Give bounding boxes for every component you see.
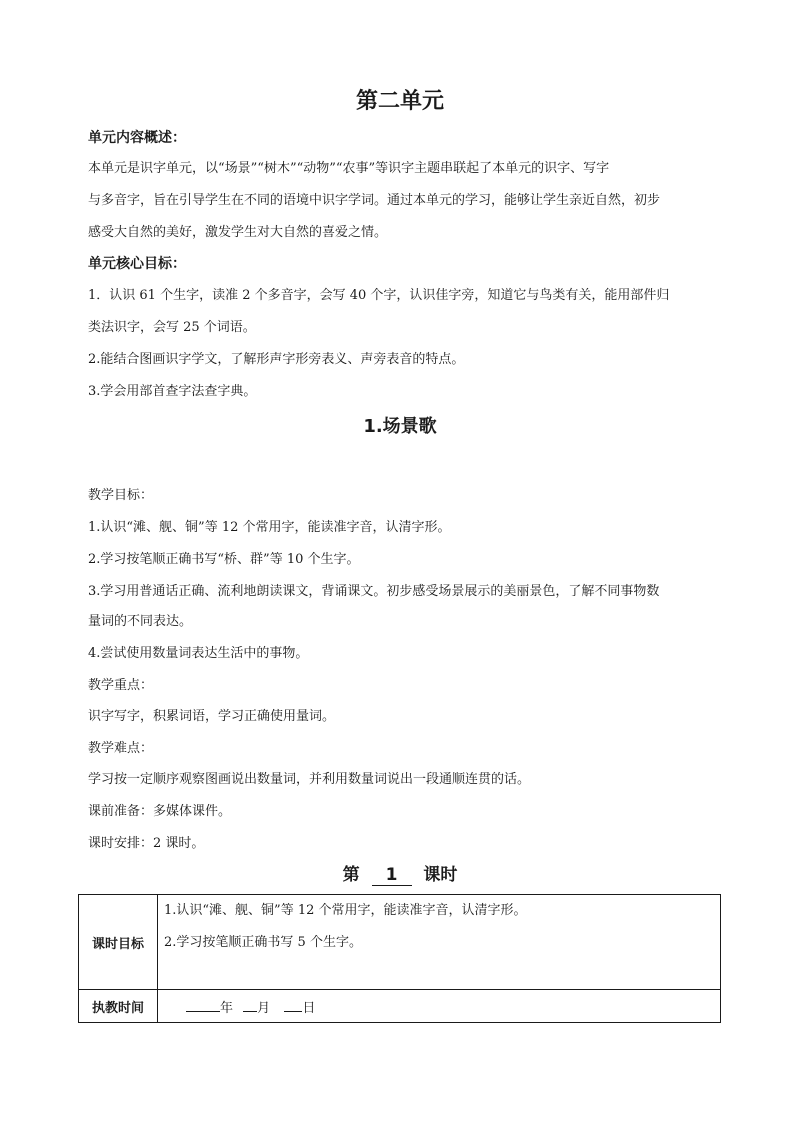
key-points-text: 识字写字，积累词语，学习正确使用量词。 <box>88 709 336 724</box>
core-goal-line-4: 3.学会用部首查字法查字典。 <box>88 384 257 399</box>
date-year: 年 <box>220 1000 234 1016</box>
date-month: 月 <box>257 1000 271 1016</box>
core-goal-line-3: 2.能结合图画识字学文，了解形声字形旁表义、声旁表音的特点。 <box>88 352 465 367</box>
lesson-table <box>78 894 721 1023</box>
teaching-goal-line-4: 量词的不同表达。 <box>88 614 193 629</box>
goals-label: 课时目标 <box>79 895 158 990</box>
core-goals-heading: 单元核心目标： <box>88 256 186 272</box>
goals-cell <box>158 895 721 990</box>
schedule-text: 课时安排：2 课时。 <box>88 836 205 851</box>
period-number: 1 <box>372 865 412 886</box>
period-goal-1: 1.认识“滩、舰、铜”等 12 个常用字，能读准字音，认清字形。 <box>164 903 527 918</box>
teaching-goals-heading: 教学目标： <box>88 488 154 503</box>
teaching-goal-line-3: 3.学习用普通话正确、流利地朗读课文，背诵课文。初步感受场景展示的美丽景色，了解不同事物数 <box>88 584 660 599</box>
year-blank[interactable] <box>186 997 220 1012</box>
table-row-goals <box>79 895 721 990</box>
overview-heading: 单元内容概述： <box>88 130 186 146</box>
difficulties-heading: 教学难点： <box>88 741 154 756</box>
time-label: 执教时间 <box>79 990 158 1023</box>
unit-title: 第二单元 <box>355 89 444 114</box>
teaching-goal-line-2: 2.学习按笔顺正确书写“桥、群”等 10 个生字。 <box>88 552 360 567</box>
period-prefix: 第 <box>342 865 360 885</box>
period-goal-2: 2.学习按笔顺正确书写 5 个生字。 <box>164 935 362 950</box>
overview-line-3: 感受大自然的美好，激发学生对大自然的喜爱之情。 <box>88 225 388 240</box>
overview-line-2: 与多音字，旨在引导学生在不同的语境中识字学词。通过本单元的学习，能够让学生亲近自然，初步 <box>88 193 661 208</box>
core-goal-line-1: 1．认识 61 个生字，读准 2 个多音字，会写 40 个字，认识佳字旁，知道它与鸟类有关，能用部件归 <box>88 288 670 303</box>
date-cell <box>158 990 721 1023</box>
period-heading <box>0 860 800 886</box>
month-blank[interactable] <box>243 997 257 1012</box>
difficulties-text: 学习按一定顺序观察图画说出数量词，并利用数量词说出一段通顺连贯的话。 <box>88 772 531 787</box>
overview-line-1: 本单元是识字单元，以“场景”“树木”“动物”“农事”等识字主题串联起了本单元的识字、写字 <box>88 161 610 176</box>
day-blank[interactable] <box>284 997 302 1012</box>
key-points-heading: 教学重点： <box>88 678 154 693</box>
preparation-text: 课前准备：多媒体课件。 <box>88 804 232 819</box>
lesson-title: 1.场景歌 <box>363 416 437 437</box>
table-row-time <box>79 990 721 1023</box>
period-suffix: 课时 <box>423 865 458 885</box>
teaching-goal-line-1: 1.认识“滩、舰、铜”等 12 个常用字，能读准字音，认清字形。 <box>88 520 451 535</box>
core-goal-line-2: 类法识字，会写 25 个词语。 <box>88 320 256 335</box>
teaching-goal-line-5: 4.尝试使用数量词表达生活中的事物。 <box>88 646 309 661</box>
date-day: 日 <box>302 1000 316 1016</box>
